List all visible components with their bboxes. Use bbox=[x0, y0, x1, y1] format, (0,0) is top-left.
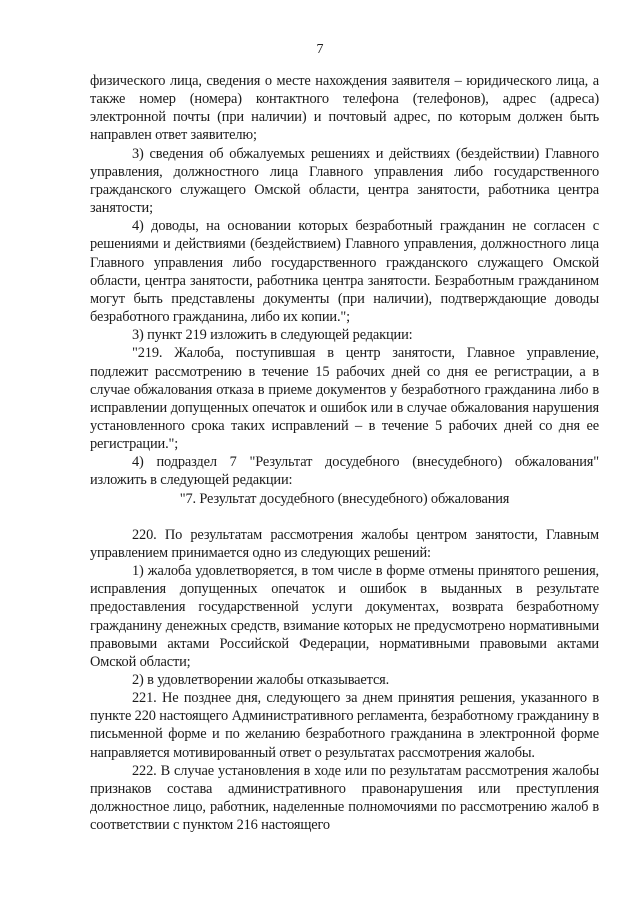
paragraph-220: 220. По результатам рассмотрения жалобы центром занятости, Главным управлением принимается одно из следующих решений: bbox=[90, 526, 599, 561]
paragraph-221: 221. Не позднее дня, следующего за днем принятия решения, указанного в пункте 220 настоящего Административного регламента, безработному гражданину в письменной форме и по желанию безработного гражданина в электронной форме направляется мотивированный ответ о результатах рассмотрения жалобы. bbox=[90, 690, 599, 761]
blank-line bbox=[90, 508, 599, 526]
paragraph-item-3-decisions: 3) сведения об обжалуемых решениях и действиях (бездействии) Главного управления, должностного лица Главного управления либо государственного гражданского служащего Омской области, центра занятости, работника центра занятости; bbox=[90, 145, 599, 217]
document-body bbox=[90, 72, 599, 834]
paragraph-applicant-info: физического лица, сведения о месте нахождения заявителя – юридического лица, а также номер (номера) контактного телефона (телефонов), адрес (адреса) электронной почты (при наличии) и почтовый адрес, по которым должен быть направлен ответ заявителю; bbox=[90, 73, 599, 144]
paragraph-219-text: "219. Жалоба, поступившая в центр занятости, Главное управление, подлежит рассмотрению в течение 15 рабочих дней со дня ее регистрации, а в случае обжалования отказа в приеме документов у безработного гражданина либо в исправлении допущенных опечаток и ошибок или в случае обжалования нарушения установленного срока таких исправлений – в течение 5 рабочих дней со дня ее регистрации."; bbox=[90, 345, 599, 453]
paragraph-222: 222. В случае установления в ходе или по результатам рассмотрения жалобы признаков состава административного правонарушения или преступления должностное лицо, работник, наделенные полномочиями по рассмотрению жалоб в соответствии с пунктом 216 настоящего bbox=[90, 762, 599, 834]
paragraph-amendment-219: 3) пункт 219 изложить в следующей редакции: bbox=[132, 327, 413, 344]
page-number: 7 bbox=[316, 42, 324, 57]
paragraph-220-item-1: 1) жалоба удовлетворяется, в том числе в форме отмены принятого решения, исправления допущенных опечаток и ошибок в выданных в результате предоставления государственной услуги документах, возврата безработному гражданину денежных средств, взимание которых не предусмотрено нормативными правовыми актами Российской Федерации, нормативными правовыми актами Омской области; bbox=[90, 563, 599, 670]
paragraph-220-item-2: 2) в удовлетворении жалобы отказывается. bbox=[132, 672, 390, 688]
paragraph-item-4-arguments: 4) доводы, на основании которых безработный гражданин не согласен с решениями и действиями (бездействием) Главного управления, должностного лица Главного управления либо государственного гражданского служащего Омской области, центра занятости, работника центра занятости. Безработным гражданином могут быть представлены документы (при наличии), подтверждающие доводы безработного гражданина, либо их копии."; bbox=[90, 218, 599, 326]
paragraph-amendment-subsection-7: 4) подраздел 7 "Результат досудебного (внесудебного) обжалования" изложить в следующей редакции: bbox=[90, 454, 599, 489]
section-heading-7: "7. Результат досудебного (внесудебного) обжалования bbox=[179, 490, 510, 507]
